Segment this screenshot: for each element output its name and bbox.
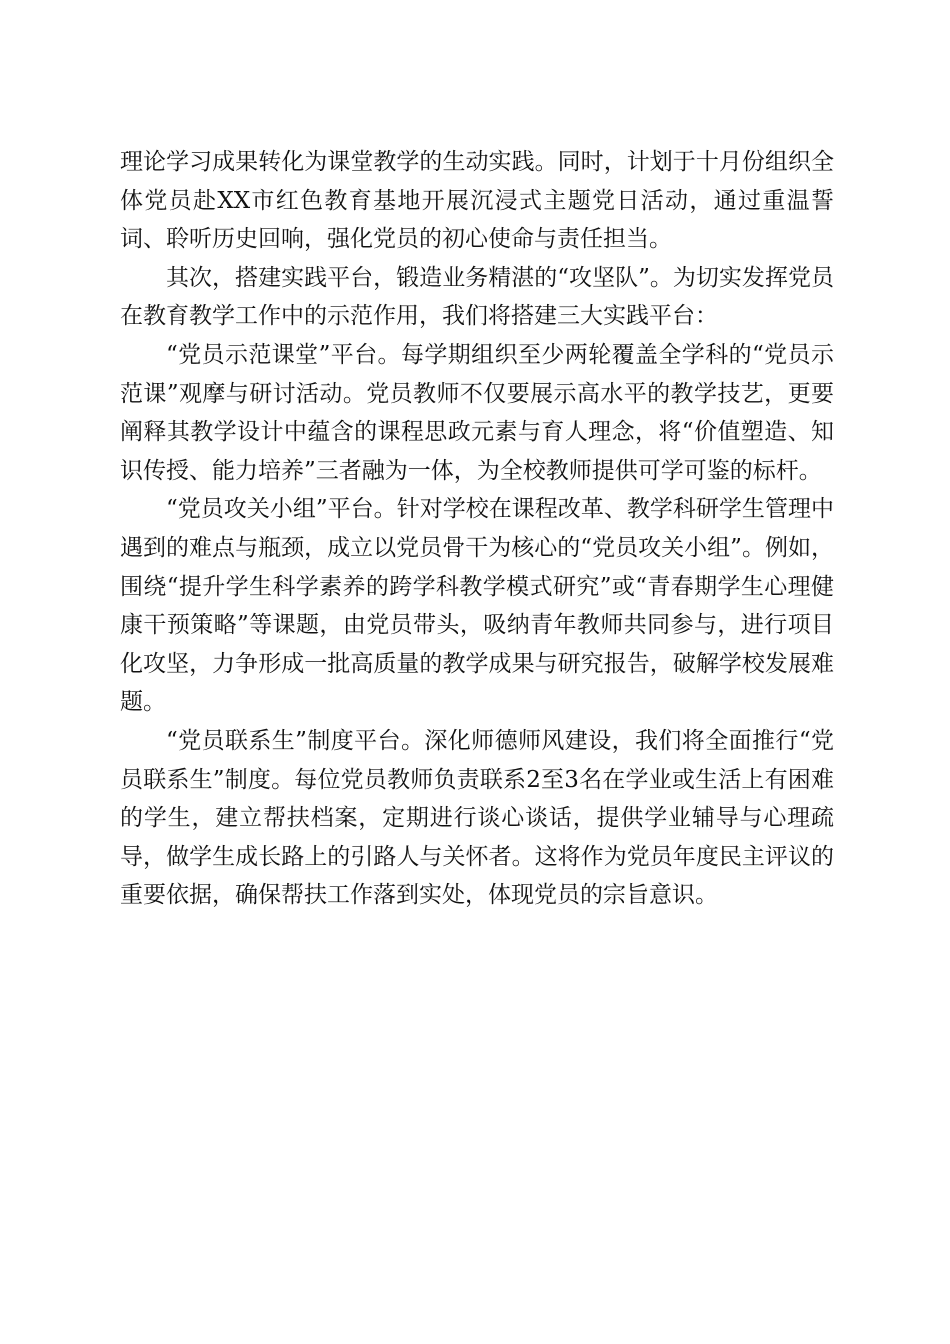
paragraph-tackle-group: “党员攻关小组”平台。针对学校在课程改革、教学科研学生管理中遇到的难点与瓶颈，成立以党员骨干为核心的“党员攻关小组”。例如，围绕“提升学生科学素养的跨学科教学模式研究”或“青春期学生心理健康干预策略”等课题，由党员带头，吸纳青年教师共同参与，进行项目化攻坚，力争形成一批高质量的教学成果与研究报告，破解学校发展难题。 [120,496,834,716]
paragraph-contact-student: “党员联系生”制度平台。深化师德师风建设，我们将全面推行“党员联系生”制度。每位党员教师负责联系2至3名在学业或生活上有困难的学生，建立帮扶档案，定期进行谈心谈话，提供学业辅导与心理疏导，做学生成长路上的引路人与关怀者。这将作为党员年度民主评议的重要依据，确保帮扶工作落到实处，体现党员的宗旨意识。 [120,727,834,909]
paragraph-continuation: 理论学习成果转化为课堂教学的生动实践。同时，计划于十月份组织全体党员赴XX市红色教育基地开展沉浸式主题党日活动，通过重温誓词、聆听历史回响，强化党员的初心使命与责任担当。 [120,149,834,253]
document-body [120,143,834,915]
paragraph-practice-platform: 其次，搭建实践平台，锻造业务精湛的“攻坚队”。为切实发挥党员在教育教学工作中的示范作用，我们将搭建三大实践平台： [120,264,834,330]
paragraph-demo-classroom: “党员示范课堂”平台。每学期组织至少两轮覆盖全学科的“党员示范课”观摩与研讨活动。党员教师不仅要展示高水平的教学技艺，更要阐释其教学设计中蕴含的课程思政元素与育人理念，将“价值塑造、知识传授、能力培养”三者融为一体，为全校教师提供可学可鉴的标杆。 [120,341,834,484]
